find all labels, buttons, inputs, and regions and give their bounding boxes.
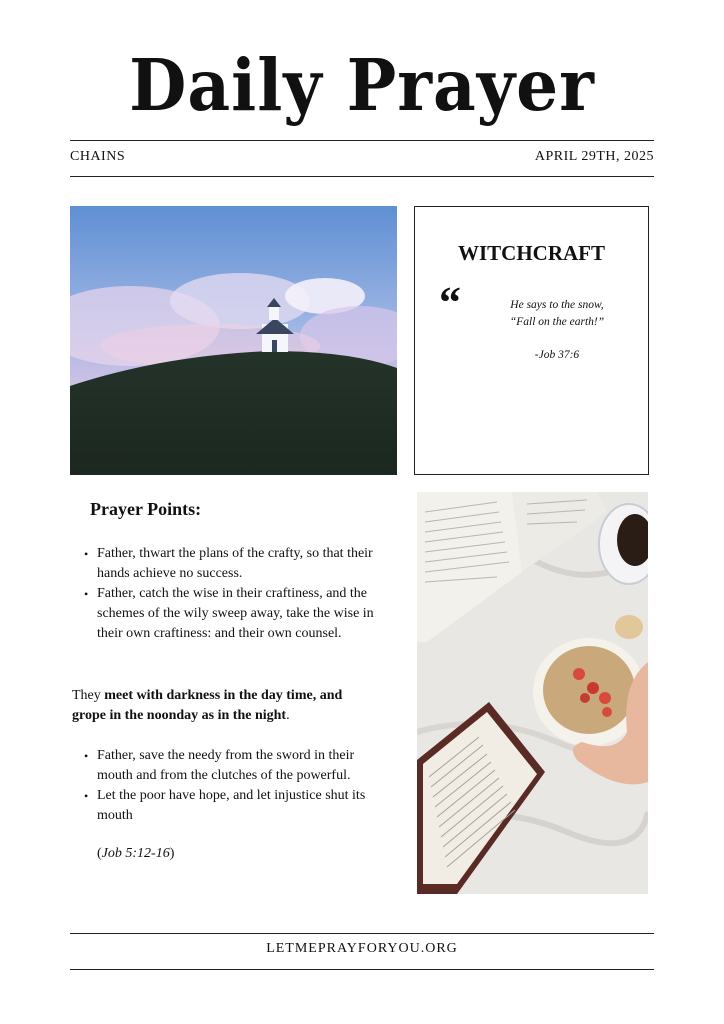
verse-box-title: WITCHCRAFT — [457, 241, 605, 265]
header-top-rule — [70, 140, 654, 141]
verse-line: He says to the snow, — [510, 299, 604, 311]
church-hill-photo — [70, 206, 397, 475]
page-title: Daily Prayer — [129, 42, 595, 128]
date-label: APRIL 29TH, 2025 — [534, 149, 654, 164]
topic-label: CHAINS — [70, 149, 126, 164]
emphasis-prefix: They — [72, 688, 105, 703]
footer-bottom-rule — [70, 969, 654, 970]
prayer-points-title: Prayer Points: — [90, 499, 202, 519]
prayer-point: • Father, catch the wise in their craftiness, and the schemes of the wily sweep away, take the wise in their own craftiness: and their own counsel. — [80, 584, 380, 644]
verse-line: “Fall on the earth!” — [509, 316, 605, 328]
verse-reference: -Job 37:6 — [534, 349, 580, 361]
bible-and-porridge-photo — [417, 492, 648, 894]
prayer-point: • Father, save the needy from the sword in their mouth and from the clutches of the powerful. — [80, 746, 380, 786]
prayer-points-list — [80, 746, 380, 826]
footer-site-link[interactable]: LETMEPRAYFORYOU.ORG — [266, 941, 458, 956]
emphasis-bold-text: meet with darkness in the day time, and grope in the noonday as in the night — [72, 688, 343, 723]
emphasis-paragraph — [72, 686, 372, 726]
verse-text — [487, 297, 627, 331]
citation-close: ) — [169, 846, 175, 861]
scripture-citation — [97, 846, 174, 862]
prayer-point: • Father, thwart the plans of the crafty, so that their hands achieve no success. — [80, 544, 380, 584]
emphasis-suffix: . — [286, 708, 290, 723]
quote-mark-icon: “ — [439, 278, 461, 327]
prayer-point: • Let the poor have hope, and let injustice shut its mouth — [80, 786, 380, 826]
citation-ref: Job 5:12-16 — [101, 846, 170, 861]
citation-open: ( — [97, 846, 102, 861]
footer-top-rule — [70, 933, 654, 934]
teacup-icon — [599, 504, 648, 584]
verse-box — [414, 206, 649, 475]
header-bottom-rule — [70, 176, 654, 177]
prayer-points-list — [80, 544, 380, 644]
